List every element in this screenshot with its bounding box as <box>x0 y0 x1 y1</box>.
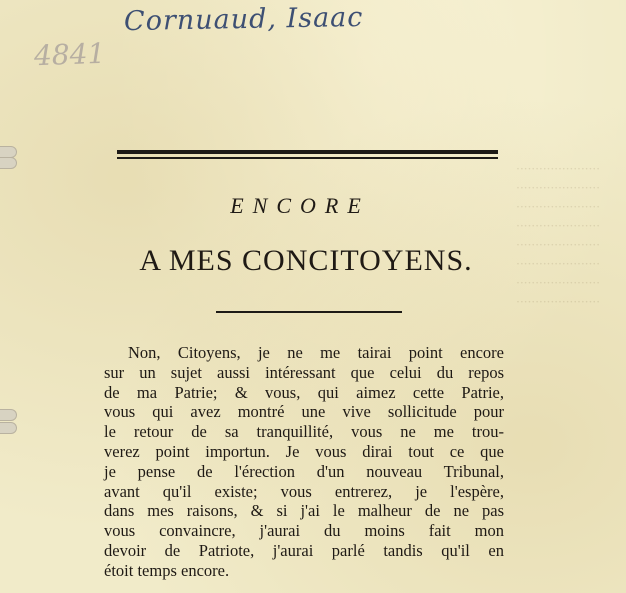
body-line: vous qui avez montré une vive sollicitude pour <box>104 402 504 422</box>
header-rule-thin <box>117 157 498 159</box>
handwritten-author-name: Cornuaud, Isaac <box>123 1 364 38</box>
title-line-1: ENCORE <box>230 193 370 218</box>
binding-stitch-hole <box>0 422 17 434</box>
handwritten-catalog-number: 4841 <box>33 36 106 73</box>
binding-stitch-hole <box>0 409 17 421</box>
body-line: dans mes raisons, & si j'ai le malheur de ne pas <box>104 501 504 521</box>
body-line: de ma Patrie; & vous, qui aimez cette Patrie, <box>104 382 504 402</box>
body-line: je pense de l'érection d'un nouveau Tribunal, <box>104 461 504 481</box>
body-line: sur un sujet aussi intéressant que celui du repos <box>104 362 504 382</box>
body-line: Non, Citoyens, je ne me tairai point encore <box>128 343 504 362</box>
header-rule-thick <box>117 150 498 154</box>
body-line: le retour de sa tranquillité, vous ne me trou- <box>104 422 504 442</box>
body-paragraph <box>104 343 504 581</box>
body-line: étoit temps encore. <box>104 560 230 580</box>
title-ornament-rule <box>216 311 402 313</box>
body-line: devoir de Patriote, j'aurai parlé tandis qu'il en <box>104 540 504 560</box>
binding-stitch-hole <box>0 157 17 169</box>
body-line: vous convaincre, j'aurai du moins fait mon <box>104 521 504 541</box>
bleed-through-texture: ······················ ······················ ······················ ······················ ······················ ······················ ······················ ······················ <box>516 162 600 309</box>
title-line-2: A MES CONCITOYENS. <box>139 244 473 277</box>
body-line: verez point importun. Je vous dirai tout ce que <box>104 441 504 461</box>
body-line: avant qu'il existe; vous entrerez, je l'espère, <box>104 481 504 501</box>
